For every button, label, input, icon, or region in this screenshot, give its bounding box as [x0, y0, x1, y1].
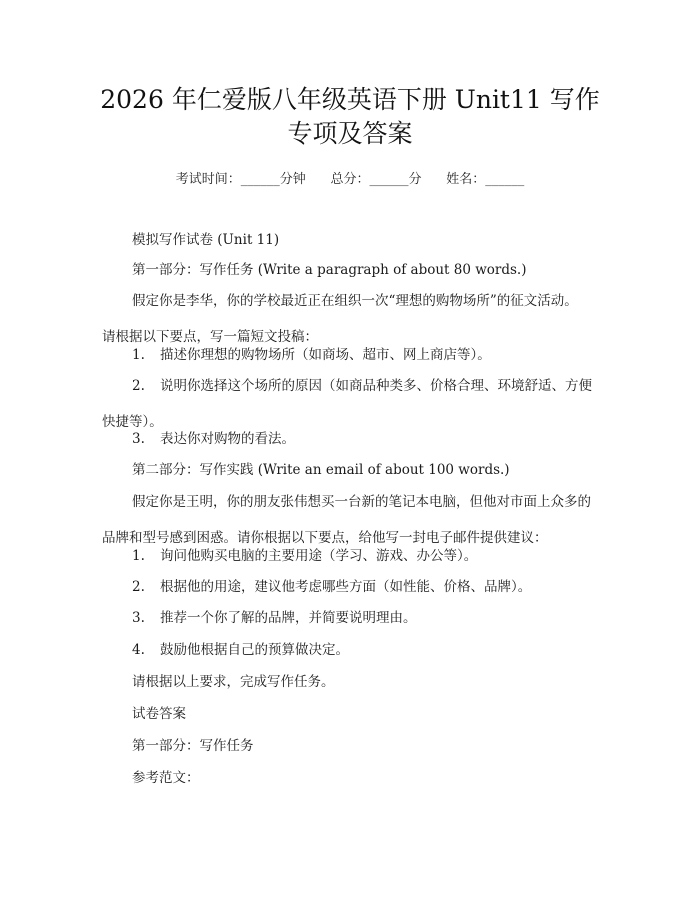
part2-intro-line-1: 假定你是王明，你的朋友张伟想买一台新的笔记本电脑，但他对市面上众多的 [132, 494, 591, 510]
list-item-text: 根据他的用途，建议他考虑哪些方面（如性能、价格、品牌）。 [160, 579, 532, 595]
part2-intro-line-2: 品牌和型号感到困惑。请你根据以下要点，给他写一封电子邮件提供建议： [102, 529, 548, 546]
list-item-number: 3. [132, 610, 145, 626]
answer-sample-label: 参考范文： [132, 770, 200, 786]
answer-part1-heading: 第一部分：写作任务 [132, 738, 254, 754]
part2-item-3 [132, 606, 612, 630]
answer-title: 试卷答案 [132, 706, 186, 722]
exam-meta-line: 考试时间：______分钟 总分：______分 姓名：______ [175, 172, 525, 187]
list-item-number: 1. [132, 347, 145, 363]
part2-item-2 [132, 575, 612, 599]
closing-instruction: 请根据以上要求，完成写作任务。 [132, 674, 335, 690]
list-item-number: 3. [132, 431, 145, 447]
page-title-line-2: 专项及答案 [287, 119, 413, 148]
list-item-text: 表达你对购物的看法。 [160, 431, 295, 447]
test-title: 模拟写作试卷 (Unit 11) [132, 232, 280, 248]
list-item-text: 询问他购买电脑的主要用途（学习、游戏、办公等）。 [160, 548, 478, 564]
part1-intro-line-2: 请根据以下要点，写一篇短文投稿： [102, 328, 318, 345]
part1-item-2 [132, 374, 612, 398]
part1-intro-line-1: 假定你是李华，你的学校最近正在组织一次“理想的购物场所”的征文活动。 [132, 293, 578, 309]
part1-item-3 [132, 427, 612, 451]
part2-heading: 第二部分：写作实践 (Write an email of about 100 words.) [132, 462, 510, 478]
list-item-text: 鼓励他根据自己的预算做决定。 [160, 642, 349, 658]
list-item-number: 2. [132, 579, 145, 595]
part1-heading: 第一部分：写作任务 (Write a paragraph of about 80 words.) [132, 262, 527, 278]
list-item-number: 4. [132, 642, 145, 658]
list-item-number: 1. [132, 548, 145, 564]
list-item-number: 2. [132, 378, 145, 394]
part1-item-2-continued: 快捷等）。 [102, 413, 163, 430]
part2-item-4 [132, 638, 612, 662]
list-item-text: 推荐一个你了解的品牌，并简要说明理由。 [160, 610, 417, 626]
list-item-text: 说明你选择这个场所的原因（如商品种类多、价格合理、环境舒适、方便 [160, 378, 592, 394]
part1-item-1 [132, 343, 612, 367]
list-item-text: 描述你理想的购物场所（如商场、超市、网上商店等）。 [160, 347, 491, 363]
page-title-line-1: 2026 年仁爱版八年级英语下册 Unit11 写作 [100, 85, 600, 114]
part2-item-1 [132, 544, 612, 568]
